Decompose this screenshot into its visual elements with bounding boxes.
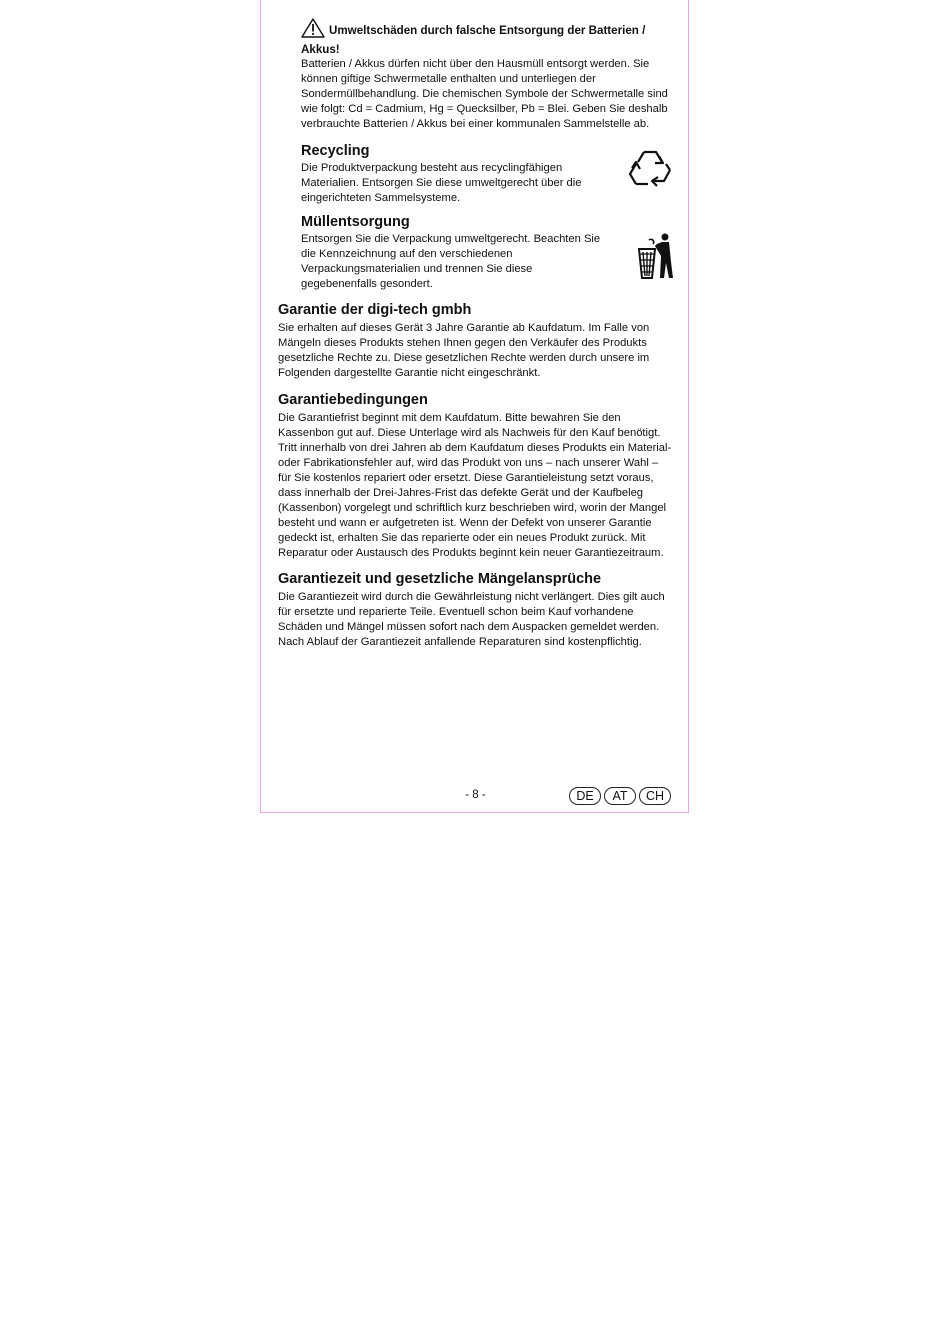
recycling-body: Die Produktverpackung besteht aus recyclingfähigen Materialien. Entsorgen Sie diese umweltgerecht über die eingerichteten Sammelsysteme. xyxy=(301,162,582,204)
battery-warning-heading-text: Umweltschäden durch falsche Entsorgung der Batterien / Akkus! xyxy=(301,24,646,56)
warranty-period-heading: Garantiezeit und gesetzliche Mängelansprüche xyxy=(278,571,602,587)
tidyman-trash-icon xyxy=(635,232,675,285)
country-badge-de: DE xyxy=(569,787,601,805)
warranty-period-section xyxy=(278,570,673,650)
disposal-body: Entsorgen Sie die Verpackung umweltgerecht. Beachten Sie die Kennzeichnung auf den verschiedenen Verpackungsmaterialien und trennen Sie diese gegebenenfalls gesondert. xyxy=(301,233,601,290)
disposal-heading: Müllentsorgung xyxy=(301,214,410,230)
country-badges xyxy=(569,787,671,805)
page-number: - 8 - xyxy=(465,789,486,801)
warranty-period-body: Die Garantiezeit wird durch die Gewährleistung nicht verlängert. Dies gilt auch für ersetzte und reparierte Teile. Eventuell schon beim Kauf vorhandene Schäden und Mängel müssen sofort nach dem Auspacken gemeldet werden. Nach Ablauf der Garantiezeit anfallende Reparaturen sind kostenpflichtig. xyxy=(278,591,665,648)
warranty-conditions-heading: Garantiebedingungen xyxy=(278,392,428,408)
recycling-heading: Recycling xyxy=(301,143,370,159)
warranty-section xyxy=(278,301,673,381)
battery-warning-heading xyxy=(301,18,673,57)
warranty-conditions-section xyxy=(278,391,673,561)
warranty-conditions-body: Die Garantiefrist beginnt mit dem Kaufdatum. Bitte bewahren Sie den Kassenbon gut auf. Diese Unterlage wird als Nachweis für den Kauf benötigt. Tritt innerhalb von drei Jahren ab dem Kaufdatum dieses Produkts ein Material- oder Fabrikationsfehler auf, wird das Produkt von uns – nach unserer Wahl – für Sie kostenlos repariert oder ersetzt. Diese Garantieleistung setzt voraus, dass innerhalb der Drei-Jahres-Frist das defekte Gerät und der Kaufbeleg (Kassenbon) vorgelegt und schriftlich kurz beschrieben wird, worin der Mangel besteht und wann er aufgetreten ist. Wenn der Defekt von unserer Garantie gedeckt ist, erhalten Sie das reparierte oder ein neues Produkt zurück. Mit Reparatur oder Austausch des Produkts beginnt kein neuer Garantiezeitraum. xyxy=(278,412,672,559)
warranty-heading: Garantie der digi-tech gmbh xyxy=(278,302,472,318)
document-page xyxy=(260,0,689,813)
country-badge-at: AT xyxy=(604,787,636,805)
disposal-section xyxy=(301,213,601,292)
recycling-icon xyxy=(626,148,674,199)
battery-warning-section xyxy=(301,18,673,132)
warranty-body: Sie erhalten auf dieses Gerät 3 Jahre Garantie ab Kaufdatum. Im Falle von Mängeln dieses Produkts stehen Ihnen gegen den Verkäufer des Produkts gesetzliche Rechte zu. Diese gesetzlichen Rechte werden durch unsere im Folgenden dargestellte Garantie nicht eingeschränkt. xyxy=(278,322,650,379)
battery-warning-body: Batterien / Akkus dürfen nicht über den Hausmüll entsorgt werden. Sie können giftige Schwermetalle enthalten und unterliegen der Sondermüllbehandlung. Die chemischen Symbole der Schwermetalle sind wie folgt: Cd = Cadmium, Hg = Quecksilber, Pb = Blei. Geben Sie deshalb verbrauchte Batterien / Akkus bei einer kommunalen Sammelstelle ab. xyxy=(301,58,668,130)
warning-triangle-icon xyxy=(301,18,325,42)
country-badge-ch: CH xyxy=(639,787,671,805)
recycling-section xyxy=(301,142,601,206)
